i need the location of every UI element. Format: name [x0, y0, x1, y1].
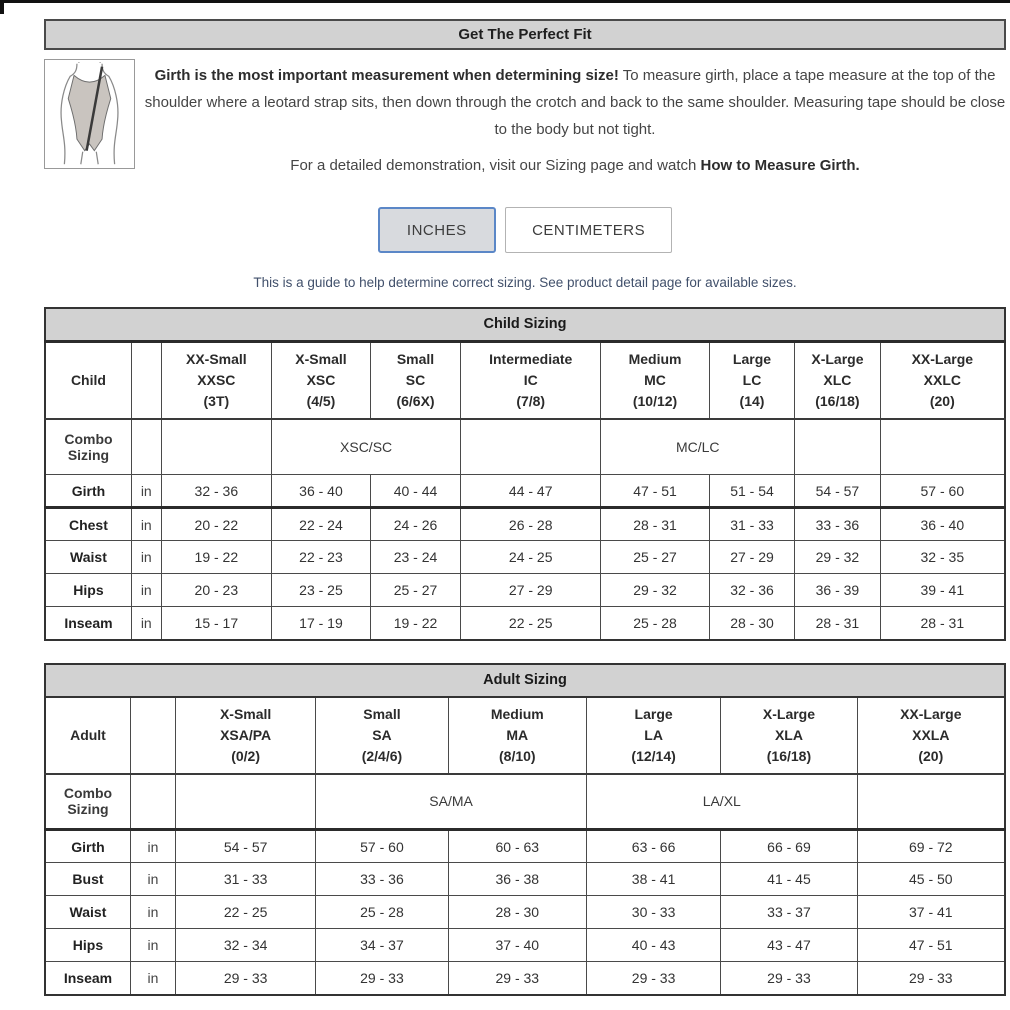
size-value-cell: 27 - 29 [709, 541, 794, 574]
size-value-cell: 15 - 17 [161, 607, 271, 640]
size-code: SC [405, 371, 426, 388]
size-value-cell: 66 - 69 [721, 830, 857, 863]
unit-toggle [44, 207, 1006, 253]
size-value-cell: 25 - 28 [601, 607, 709, 640]
size-range: (12/14) [631, 747, 676, 764]
size-range: (0/2) [231, 747, 261, 764]
combo-unit-cell [131, 419, 161, 475]
size-value-cell: 32 - 36 [161, 475, 271, 508]
size-value-cell: 22 - 24 [272, 508, 371, 541]
size-name: X-Large [762, 705, 816, 722]
combo-empty-cell [857, 774, 1005, 830]
size-range: (3T) [203, 392, 230, 409]
size-column-header [880, 341, 1005, 419]
child-combo-sizing-row [45, 419, 1005, 475]
size-column-header [857, 697, 1005, 774]
size-value-cell: 29 - 33 [721, 962, 857, 995]
adult-unit-header [130, 697, 175, 774]
size-column-header [161, 341, 271, 419]
size-value-cell: 24 - 26 [370, 508, 460, 541]
size-range: (7/8) [516, 392, 546, 409]
size-value-cell: 47 - 51 [601, 475, 709, 508]
size-value-cell: 57 - 60 [316, 830, 448, 863]
size-name: Large [732, 350, 772, 367]
size-column-header [721, 697, 857, 774]
measurement-label: Bust [45, 863, 130, 896]
size-value-cell: 41 - 45 [721, 863, 857, 896]
size-column-header [461, 341, 601, 419]
unit-cell: in [130, 962, 175, 995]
girth-instructions [144, 62, 1006, 143]
size-value-cell: 54 - 57 [795, 475, 880, 508]
size-range: (2/4/6) [361, 747, 403, 764]
combo-group-cell: MC/LC [601, 419, 795, 475]
size-code: XXSC [197, 371, 236, 388]
child-size-header-row [45, 341, 1005, 419]
adult-sizing-table [44, 663, 1006, 996]
unit-cell: in [131, 508, 161, 541]
size-range: (20) [918, 747, 944, 764]
size-value-cell: 29 - 33 [448, 962, 586, 995]
size-column-header [316, 697, 448, 774]
measurement-row [45, 574, 1005, 607]
size-value-cell: 25 - 27 [601, 541, 709, 574]
size-name: X-Small [219, 705, 272, 722]
size-column-header [272, 341, 371, 419]
size-name: XX-Large [900, 705, 962, 722]
size-value-cell: 37 - 40 [448, 929, 586, 962]
measurement-label: Waist [45, 541, 131, 574]
child-sizing-table [44, 307, 1006, 641]
combo-empty-cell [461, 419, 601, 475]
size-value-cell: 33 - 37 [721, 896, 857, 929]
girth-instructions-lead: Girth is the most important measurement when determining size! [154, 67, 619, 84]
size-value-cell: 36 - 39 [795, 574, 880, 607]
size-value-cell: 34 - 37 [316, 929, 448, 962]
measurement-label: Hips [45, 574, 131, 607]
measurement-label: Inseam [45, 962, 130, 995]
combo-group-cell: SA/MA [316, 774, 587, 830]
measurement-row [45, 508, 1005, 541]
size-name: Medium [490, 705, 544, 722]
measurement-row [45, 962, 1005, 995]
unit-cell: in [131, 475, 161, 508]
measurement-row [45, 929, 1005, 962]
adult-size-header-row [45, 697, 1005, 774]
size-value-cell: 54 - 57 [176, 830, 316, 863]
size-range: (4/5) [306, 392, 336, 409]
size-code: LA [644, 726, 663, 743]
size-code: XSC [306, 371, 336, 388]
size-name: X-Large [811, 350, 864, 367]
size-value-cell: 28 - 31 [795, 607, 880, 640]
size-value-cell: 29 - 33 [316, 962, 448, 995]
size-name: Medium [628, 350, 682, 367]
measurement-row [45, 830, 1005, 863]
size-value-cell: 22 - 23 [272, 541, 371, 574]
size-value-cell: 40 - 44 [370, 475, 460, 508]
size-value-cell: 30 - 33 [586, 896, 720, 929]
girth-instructions-body: To measure girth, place a tape measure at the top of the shoulder where a leotard strap sits, then down through the crotch and back to the same shoulder. Measuring tape should be close to the body but not tight. [144, 67, 1006, 138]
combo-empty-cell [176, 774, 316, 830]
size-code: XSA/PA [220, 726, 272, 743]
combo-unit-cell [130, 774, 175, 830]
combo-group-cell: LA/XL [586, 774, 857, 830]
size-name: Large [634, 705, 673, 722]
adult-combo-sizing-row [45, 774, 1005, 830]
size-value-cell: 47 - 51 [857, 929, 1005, 962]
size-value-cell: 32 - 36 [709, 574, 794, 607]
size-code: XXLC [923, 371, 961, 388]
combo-empty-cell [795, 419, 880, 475]
size-column-header [601, 341, 709, 419]
size-range: (6/6X) [396, 392, 435, 409]
size-value-cell: 19 - 22 [161, 541, 271, 574]
size-value-cell: 29 - 33 [857, 962, 1005, 995]
size-range: (10/12) [632, 392, 678, 409]
size-column-header [709, 341, 794, 419]
measurement-label: Inseam [45, 607, 131, 640]
unit-cell: in [130, 863, 175, 896]
size-code: XLA [774, 726, 803, 743]
size-value-cell: 28 - 30 [448, 896, 586, 929]
size-value-cell: 69 - 72 [857, 830, 1005, 863]
page-title: Get The Perfect Fit [44, 19, 1006, 50]
size-code: XXLA [912, 726, 950, 743]
size-value-cell: 23 - 24 [370, 541, 460, 574]
size-code: MA [506, 726, 529, 743]
size-value-cell: 29 - 33 [176, 962, 316, 995]
size-value-cell: 33 - 36 [795, 508, 880, 541]
top-edge-line [0, 0, 1010, 3]
size-value-cell: 25 - 27 [370, 574, 460, 607]
child-header-label: Child [45, 341, 131, 419]
size-value-cell: 22 - 25 [176, 896, 316, 929]
size-column-header [448, 697, 586, 774]
size-code: LC [742, 371, 762, 388]
unit-cell: in [130, 830, 175, 863]
size-value-cell: 20 - 23 [161, 574, 271, 607]
size-column-header [370, 341, 460, 419]
measurement-row [45, 863, 1005, 896]
size-column-header [176, 697, 316, 774]
size-range: (16/18) [766, 747, 812, 764]
size-name: Intermediate [489, 350, 573, 367]
size-value-cell: 40 - 43 [586, 929, 720, 962]
size-value-cell: 38 - 41 [586, 863, 720, 896]
size-value-cell: 22 - 25 [461, 607, 601, 640]
size-column-header [795, 341, 880, 419]
size-name: X-Small [295, 350, 347, 367]
size-value-cell: 63 - 66 [586, 830, 720, 863]
size-value-cell: 28 - 31 [880, 607, 1005, 640]
demo-note [144, 157, 1006, 174]
adult-header-label: Adult [45, 697, 130, 774]
size-value-cell: 32 - 35 [880, 541, 1005, 574]
demo-note-text: For a detailed demonstration, visit our Sizing page and watch [290, 157, 701, 174]
combo-group-cell: XSC/SC [272, 419, 461, 475]
size-value-cell: 31 - 33 [176, 863, 316, 896]
size-range: (14) [739, 392, 765, 409]
combo-sizing-label: Combo Sizing [45, 419, 131, 475]
size-value-cell: 36 - 40 [880, 508, 1005, 541]
size-range: (8/10) [499, 747, 536, 764]
size-value-cell: 57 - 60 [880, 475, 1005, 508]
child-table-title: Child Sizing [45, 308, 1005, 341]
measurement-label: Chest [45, 508, 131, 541]
left-edge-mark [0, 0, 4, 14]
demo-note-link-text: How to Measure Girth. [700, 157, 860, 174]
size-name: XX-Small [185, 350, 247, 367]
inches-button[interactable]: INCHES [378, 207, 496, 253]
adult-table-title: Adult Sizing [45, 664, 1005, 697]
measurement-row [45, 541, 1005, 574]
size-value-cell: 45 - 50 [857, 863, 1005, 896]
size-value-cell: 26 - 28 [461, 508, 601, 541]
size-value-cell: 31 - 33 [709, 508, 794, 541]
size-column-header [586, 697, 720, 774]
size-value-cell: 28 - 31 [601, 508, 709, 541]
size-value-cell: 51 - 54 [709, 475, 794, 508]
size-value-cell: 29 - 33 [586, 962, 720, 995]
measurement-row [45, 475, 1005, 508]
size-name: Small [396, 350, 435, 367]
size-value-cell: 39 - 41 [880, 574, 1005, 607]
child-unit-header [131, 341, 161, 419]
size-value-cell: 43 - 47 [721, 929, 857, 962]
size-value-cell: 36 - 40 [272, 475, 371, 508]
size-code: MC [644, 371, 666, 388]
leotard-illustration-icon [47, 62, 132, 166]
size-value-cell: 29 - 32 [601, 574, 709, 607]
size-code: SA [372, 726, 392, 743]
size-value-cell: 33 - 36 [316, 863, 448, 896]
unit-cell: in [130, 929, 175, 962]
unit-cell: in [130, 896, 175, 929]
centimeters-button[interactable]: CENTIMETERS [505, 207, 672, 253]
unit-cell: in [131, 607, 161, 640]
intro-text-column [135, 59, 1006, 174]
measurement-row [45, 607, 1005, 640]
size-range: (20) [929, 392, 955, 409]
size-value-cell: 36 - 38 [448, 863, 586, 896]
measurement-label: Girth [45, 830, 130, 863]
size-value-cell: 17 - 19 [272, 607, 371, 640]
size-value-cell: 23 - 25 [272, 574, 371, 607]
intro-section [44, 59, 1006, 174]
size-code: IC [523, 371, 538, 388]
size-value-cell: 25 - 28 [316, 896, 448, 929]
size-value-cell: 20 - 22 [161, 508, 271, 541]
size-value-cell: 44 - 47 [461, 475, 601, 508]
measurement-label: Girth [45, 475, 131, 508]
size-value-cell: 19 - 22 [370, 607, 460, 640]
combo-sizing-label: Combo Sizing [45, 774, 130, 830]
size-value-cell: 24 - 25 [461, 541, 601, 574]
measurement-label: Waist [45, 896, 130, 929]
sizing-guide-note: This is a guide to help determine correct sizing. See product detail page for available sizes. [253, 275, 797, 290]
measurement-label: Hips [45, 929, 130, 962]
size-value-cell: 27 - 29 [461, 574, 601, 607]
size-name: Small [363, 705, 401, 722]
size-value-cell: 32 - 34 [176, 929, 316, 962]
unit-cell: in [131, 574, 161, 607]
size-value-cell: 37 - 41 [857, 896, 1005, 929]
size-range: (16/18) [815, 392, 860, 409]
size-value-cell: 28 - 30 [709, 607, 794, 640]
combo-empty-cell [880, 419, 1005, 475]
size-value-cell: 60 - 63 [448, 830, 586, 863]
size-code: XLC [823, 371, 852, 388]
measurement-row [45, 896, 1005, 929]
combo-empty-cell [161, 419, 271, 475]
size-value-cell: 29 - 32 [795, 541, 880, 574]
leotard-girth-diagram [44, 59, 135, 169]
size-name: XX-Large [911, 350, 974, 367]
unit-cell: in [131, 541, 161, 574]
